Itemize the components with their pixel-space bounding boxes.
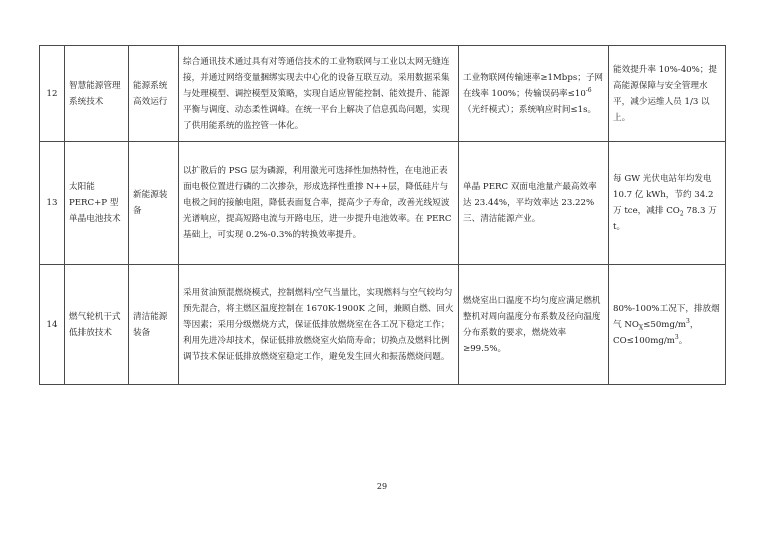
indicator-text-a: 工业物联网传输速率≥1Mbps；子网在线率 100%；传输误码率≤10 xyxy=(463,72,604,99)
technology-description: 采用贫油预混燃烧模式，控制燃料/空气当量比，实现燃料与空气较均匀预先混合，将主燃区温度控制在 1670K-1900K 之间，兼顾自燃、回火等因素；采用分级燃烧方式，保证低排放燃烧室在各工况下稳定工作；利用先进冷却技术，保证低排放燃烧室火焰筒寿命；切换点及燃料比例调节技术保证低排放燃烧室稳定工作，避免发生回火和振荡燃烧问题。 xyxy=(179,265,459,385)
table-row xyxy=(40,265,726,385)
effect-superscript: 3 xyxy=(674,333,679,341)
effect-text-b: 78.3 万 t。 xyxy=(613,206,717,232)
effect-subscript: 2 xyxy=(679,210,684,218)
row-number: 13 xyxy=(40,142,65,265)
performance-indicators: 单晶 PERC 双面电池量产最高效率达 23.44%，平均效率达 23.22%三、清洁能源产业。 xyxy=(459,142,609,265)
effect-text-a: 80%-100%工况下，排放烟气 NO xyxy=(613,303,720,330)
table-row xyxy=(40,46,726,142)
effect-text-b: ≤50mg/m xyxy=(643,319,687,330)
tech-table xyxy=(39,45,726,385)
technology-description: 以扩散后的 PSG 层为磷源，利用激光可选择性加热特性，在电池正表面电极位置进行磷的二次掺杂，形成选择性重掺 N++层，降低硅片与电极之间的接触电阻，降低表面复合率，提高少子寿命，改善光线短波光谱响应，提高短路电流与开路电压，进一步提升电池效率。在 PERC 基础上，可实现 0.2%-0.3%的转换效率提升。 xyxy=(179,142,459,265)
page-number: 29 xyxy=(376,482,388,491)
technology-category: 能源系统高效运行 xyxy=(129,46,179,142)
performance-indicators xyxy=(459,46,609,142)
effect-superscript: 3 xyxy=(686,317,690,325)
application-effect xyxy=(609,265,726,385)
effect-subscript: X xyxy=(638,324,644,332)
technology-name: 智慧能源管理系统技术 xyxy=(65,46,129,142)
technology-name: 太阳能 PERC+P 型单晶电池技术 xyxy=(65,142,129,265)
effect-text-a: 每 GW 光伏电站年均发电 10.7 亿 kWh，节约 34.2 万 tce，减排 CO xyxy=(613,174,714,216)
indicator-exponent: -6 xyxy=(585,86,592,94)
table-row xyxy=(40,142,726,265)
indicator-text-b: （光纤模式）；系统响应时间≤1s。 xyxy=(463,104,597,115)
application-effect xyxy=(609,142,726,265)
performance-indicators: 燃烧室出口温度不均匀度应满足燃机整机对周向温度分布系数及径向温度分布系数的要求，燃烧效率≥99.5%。 xyxy=(459,265,609,385)
effect-text-c: ，CO≤100mg/m xyxy=(613,319,699,346)
application-effect: 能效提升率 10%-40%；提高能源保障与安全管理水平，减少运维人员 1/3 以上。 xyxy=(609,46,726,142)
technology-name: 燃气轮机干式低排放技术 xyxy=(65,265,129,385)
technology-category: 清洁能源装备 xyxy=(129,265,179,385)
row-number: 12 xyxy=(40,46,65,142)
effect-text-d: 。 xyxy=(678,335,688,346)
row-number: 14 xyxy=(40,265,65,385)
technology-description: 综合通讯技术通过具有对等通信技术的工业物联网与工业以太网无缝连接，并通过网络变量捆绑实现去中心化的设备互联互动。采用数据采集与处理模型、调控模型及策略，实现自适应智能控制、能效提升、能源平衡与调度、动态柔性调峰。在统一平台上解决了信息孤岛问题，实现了供用能系统的监控管一体化。 xyxy=(179,46,459,142)
technology-category: 新能源装备 xyxy=(129,142,179,265)
